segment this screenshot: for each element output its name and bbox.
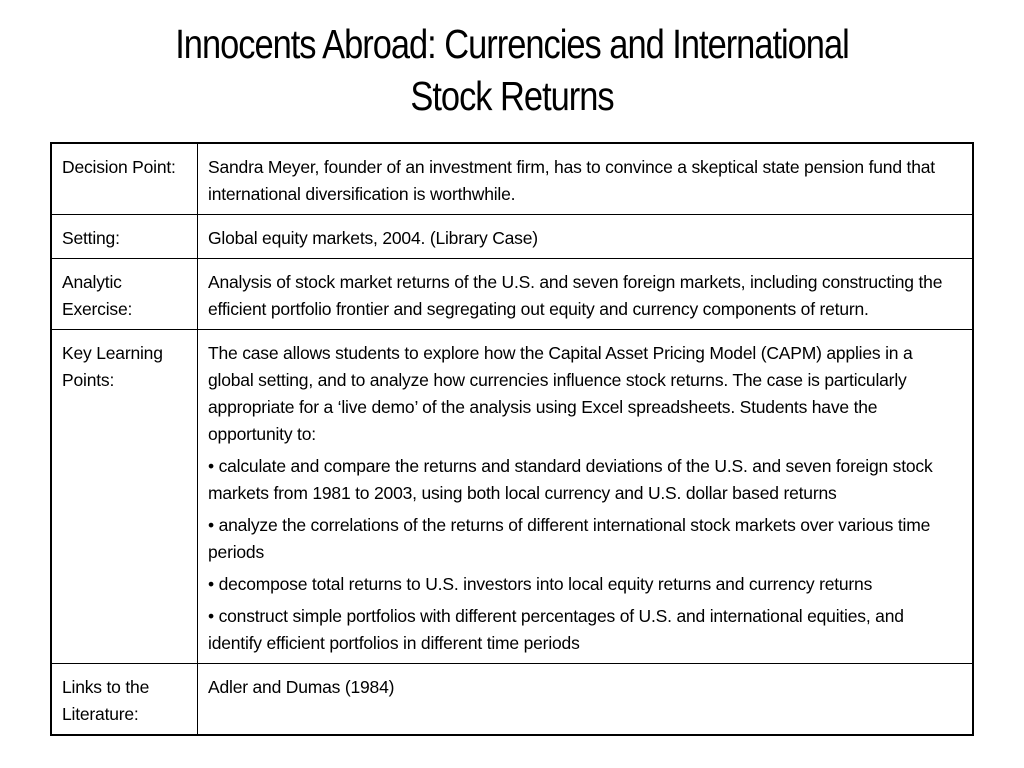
row-label: Links to the Literature: <box>51 664 198 736</box>
row-content <box>198 143 974 215</box>
row-label: Decision Point: <box>51 143 198 215</box>
table-row-setting <box>51 215 973 259</box>
row-content <box>198 215 974 259</box>
row-paragraph: The case allows students to explore how the Capital Asset Pricing Model (CAPM) applies in a global setting, and to analyze how currencies influence stock returns. The case is particularly appropriate for a ‘live demo’ of the analysis using Excel spreadsheets. Students have the opportunity to: <box>208 343 913 444</box>
bullet-item: • calculate and compare the returns and standard deviations of the U.S. and seven foreign stock markets from 1981 to 2003, using both local currency and U.S. dollar based returns <box>208 456 933 503</box>
row-content <box>198 259 974 330</box>
row-content <box>198 330 974 664</box>
table-row-decision-point <box>51 143 973 215</box>
slide-title <box>82 18 942 122</box>
table-row-analytic-exercise <box>51 259 973 330</box>
row-label: Analytic Exercise: <box>51 259 198 330</box>
case-summary-table <box>50 142 974 736</box>
row-paragraph: Sandra Meyer, founder of an investment firm, has to convince a skeptical state pension fund that international diversification is worthwhile. <box>208 157 935 204</box>
row-paragraph: Global equity markets, 2004. (Library Case) <box>208 228 538 248</box>
slide-title-line-2: Stock Returns <box>410 73 614 119</box>
row-paragraph: Adler and Dumas (1984) <box>208 677 395 697</box>
bullet-item: • analyze the correlations of the returns of different international stock markets over various time periods <box>208 515 931 562</box>
slide-title-line-1: Innocents Abroad: Currencies and International <box>175 21 849 67</box>
row-paragraph: Analysis of stock market returns of the U.S. and seven foreign markets, including constructing the efficient portfolio frontier and segregating out equity and currency components of return. <box>208 272 943 319</box>
row-label: Key Learning Points: <box>51 330 198 664</box>
row-label: Setting: <box>51 215 198 259</box>
bullet-item: • construct simple portfolios with different percentages of U.S. and international equities, and identify efficient portfolios in different time periods <box>208 606 904 653</box>
table-row-key-learning-points <box>51 330 973 664</box>
row-content <box>198 664 974 736</box>
table-row-links-to-literature <box>51 664 973 736</box>
bullet-item: • decompose total returns to U.S. investors into local equity returns and currency returns <box>208 574 873 594</box>
